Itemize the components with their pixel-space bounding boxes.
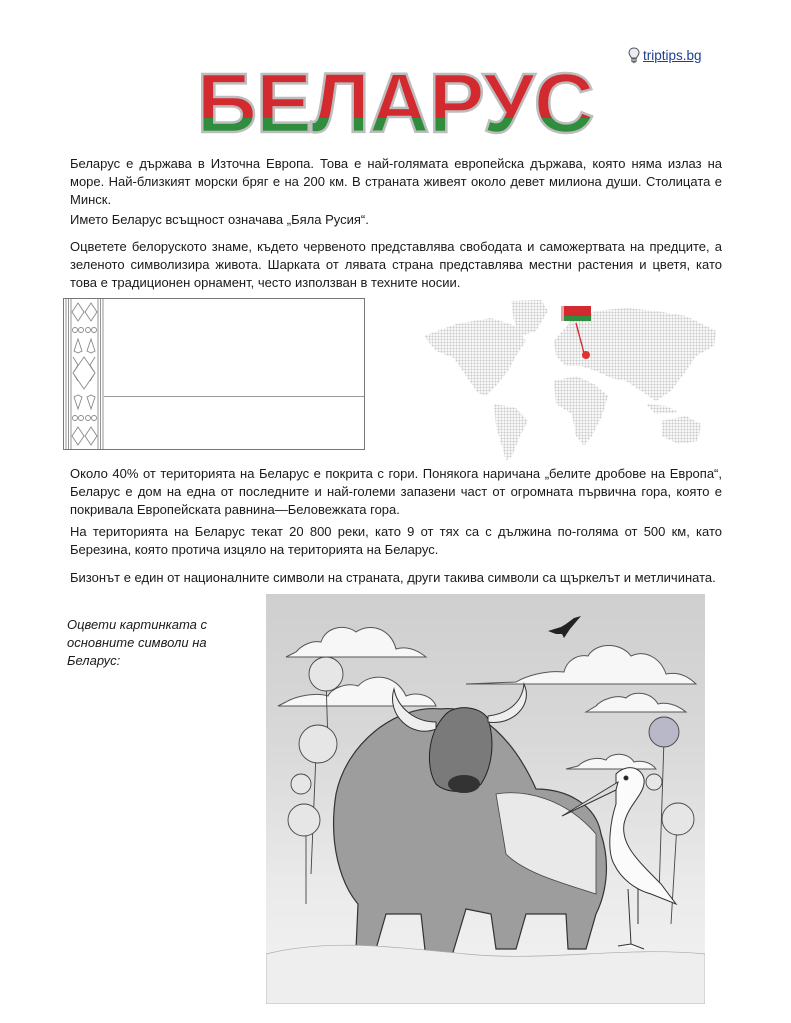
continents bbox=[424, 300, 716, 461]
title-text: БЕЛАРУС bbox=[196, 62, 594, 140]
coloring-picture bbox=[266, 594, 705, 1004]
flag-instructions-paragraph: Оцветете белоруското знаме, където червеното представлява свободата и саможертвата на предците, а зеленото символизира живота. Шарката от лявата страна представлява местни растения и цветя, като това е традиционен орнамент, често използван в техните носии. bbox=[70, 239, 722, 290]
name-meaning-paragraph: Името Беларус всъщност означава „Бяла Русия“. bbox=[70, 212, 369, 227]
lightbulb-icon bbox=[628, 47, 640, 64]
bison bbox=[334, 684, 607, 959]
brand-link-text: triptips.bg bbox=[643, 48, 702, 63]
flying-bird bbox=[548, 616, 581, 638]
page-title bbox=[195, 62, 595, 140]
flag-ornament bbox=[64, 299, 105, 449]
ground bbox=[266, 945, 705, 1004]
rivers-paragraph: На територията на Беларус текат 20 800 реки, като 9 от тях са с дължина по-голяма от 500 км, като Березина, която протича изцяло на територията на Беларус. bbox=[70, 524, 722, 557]
belarus-flag-marker bbox=[561, 306, 591, 321]
forests-paragraph: Около 40% от територията на Беларус е покрита с гори. Понякога наричана „белите дробове на Европа“, Беларус е дом на една от последните и най-големи запазени част от огромната първична гора, която е покривала Европейската равнина—Беловежката гора. bbox=[70, 466, 722, 517]
coloring-caption: Оцвети картинката с основните символи на Беларус: bbox=[67, 617, 208, 668]
flag-stripe-divider bbox=[104, 396, 364, 397]
triptips-link[interactable] bbox=[628, 47, 702, 64]
intro-paragraph: Беларус е държава в Източна Европа. Това е най-голямата европейска държава, която няма излаз на море. Най-близкият морски бряг е на 200 км. В страната живеят около девет милиона души. Столицата е Минск. bbox=[70, 156, 722, 207]
flag-outline-coloring bbox=[63, 298, 365, 450]
title-graphic bbox=[195, 62, 595, 140]
belarus-location-dot bbox=[582, 351, 590, 359]
world-map bbox=[416, 296, 726, 461]
symbols-paragraph: Бизонът е един от националните символи на страната, други такива символи са щъркелът и метличината. bbox=[70, 570, 716, 585]
